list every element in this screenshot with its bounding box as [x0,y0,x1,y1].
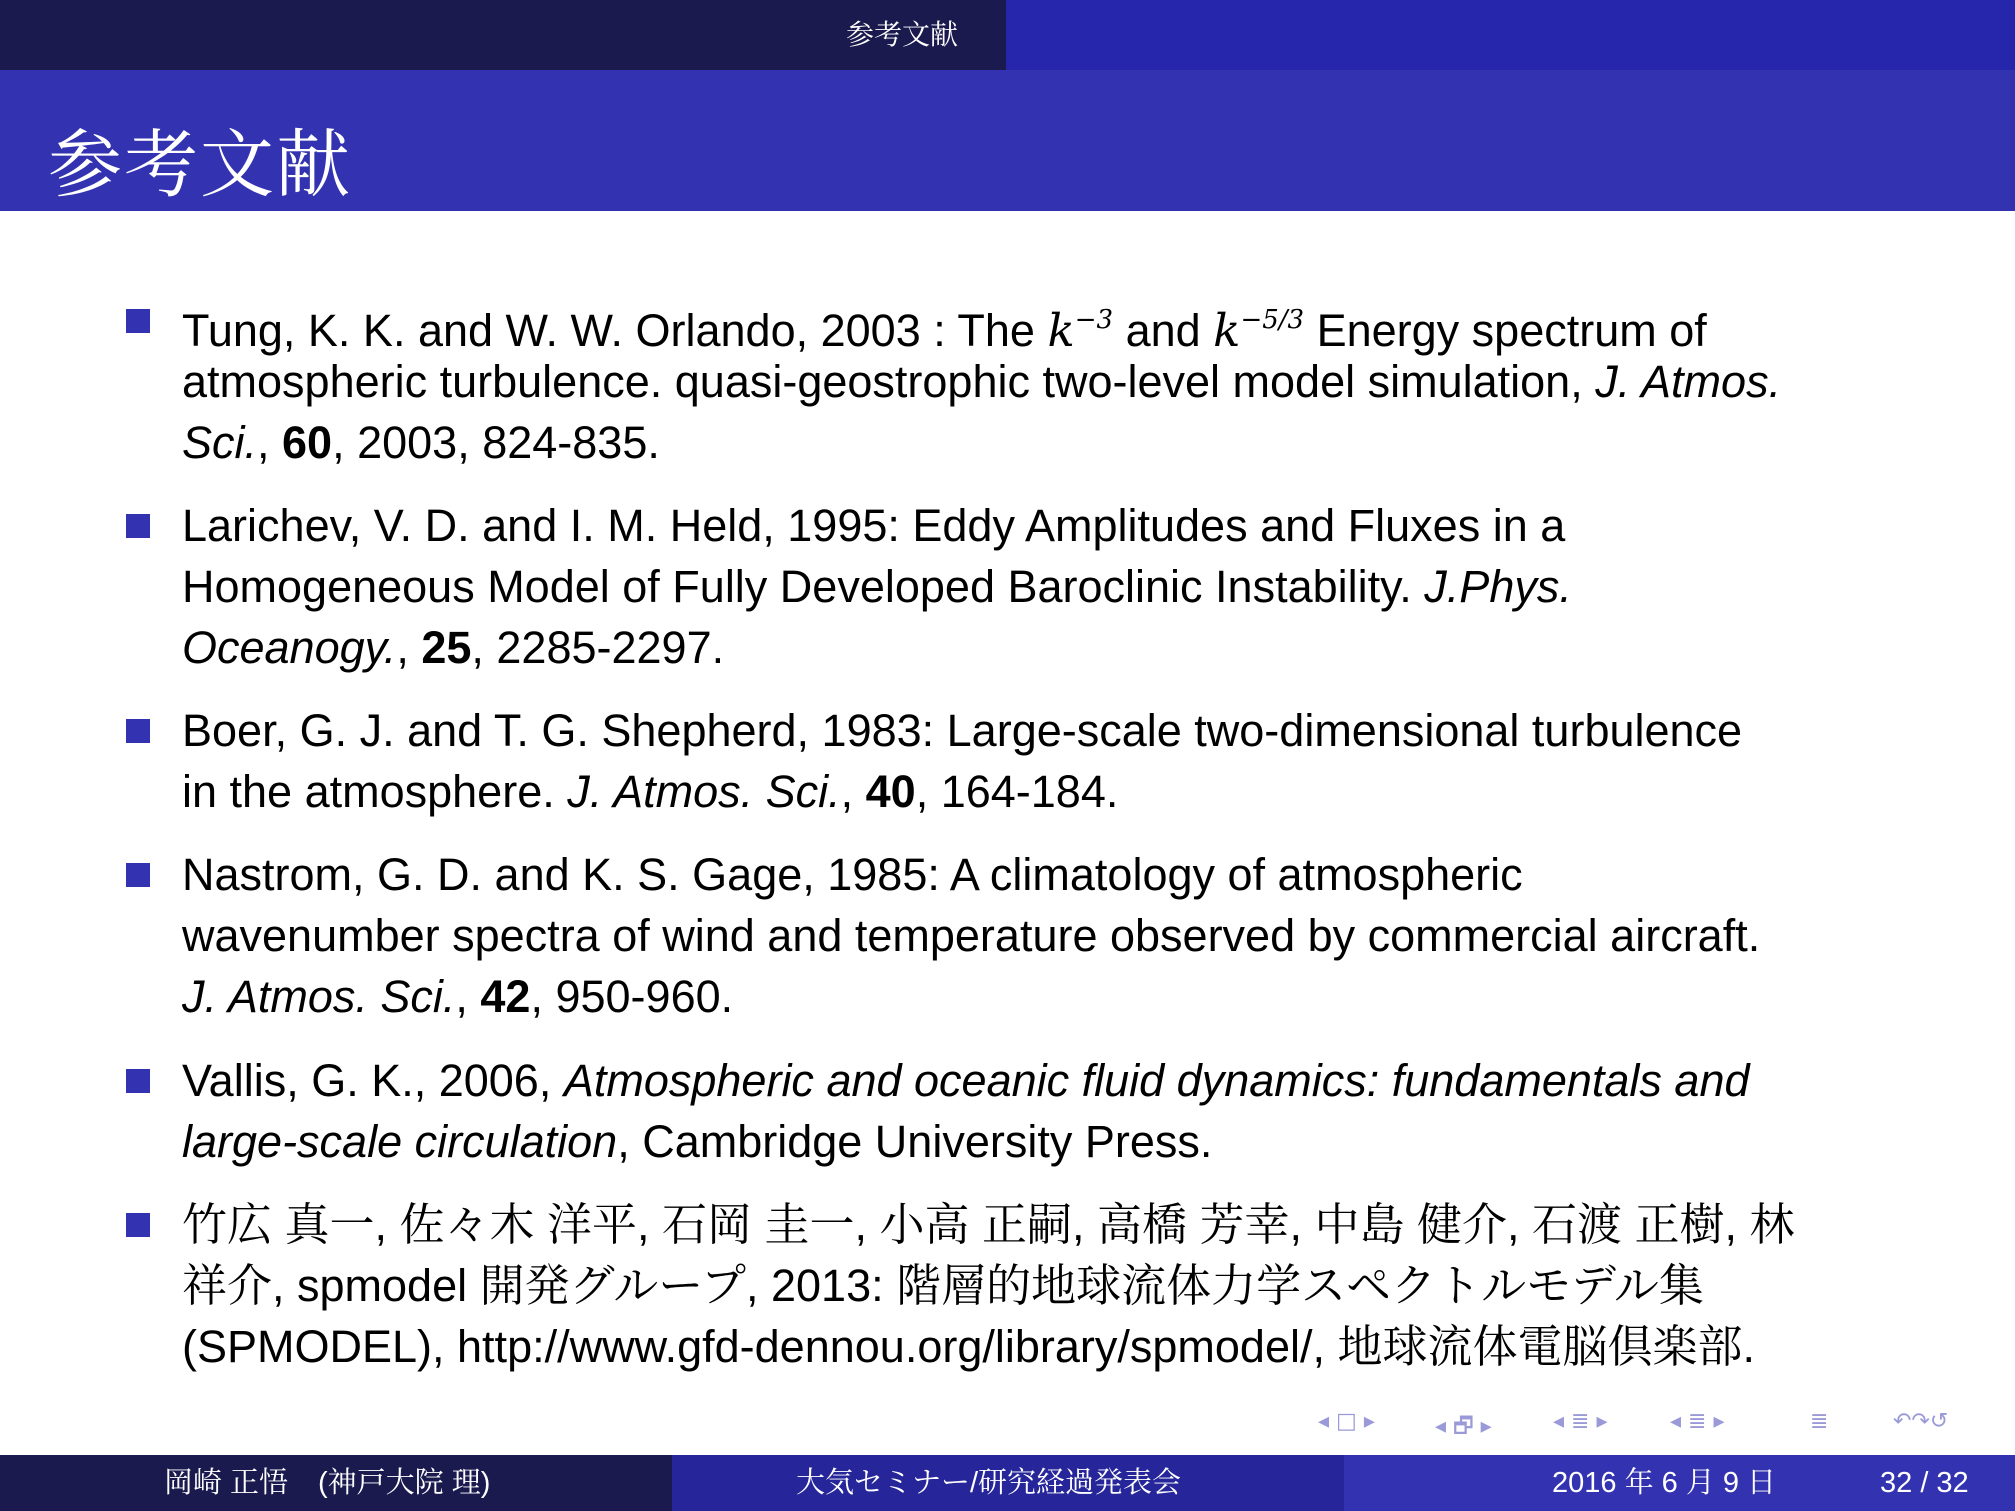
journal-title: Atmospheric and oceanic fluid dynamics: fundamentals and [563,1055,1750,1106]
footer-date: 2016 年 6 月 9 日 [1552,1467,1777,1499]
math-expression: $k^{-3}$ [1047,304,1114,357]
footer-date-section [1344,1455,2015,1511]
frame-title-bar [0,70,2015,211]
journal-title: J. Atmos. Sci. [567,766,841,817]
bullet-square-icon [126,1213,150,1237]
footer-author-section [0,1455,672,1511]
journal-title: J.Phys. [1424,561,1572,612]
nav-back-search-icon[interactable]: ↶↷↺ [1893,1409,1949,1434]
footer-author: 岡崎 正悟 [164,1467,289,1499]
reference-line: large-scale circulation, Cambridge University Press. [182,1116,1213,1167]
journal-title: Oceanogy. [182,622,397,673]
volume-number: 25 [421,622,472,673]
volume-number: 40 [865,766,916,817]
volume-number: 42 [480,971,531,1022]
bullet-square-icon [126,1069,150,1093]
footer-institute: (神戸大院 理) [318,1467,491,1499]
footer-talk-title: 大気セミナー/研究経過発表会 [796,1467,1182,1499]
reference-line: Tung, K. K. and W. W. Orlando, 2003 : The $k^{-3}$ and $k^{-5/3}$ Energy spectrum of [182,304,1707,357]
reference-line: Nastrom, G. D. and K. S. Gage, 1985: A climatology of atmospheric [182,849,1523,900]
reference-line: (SPMODEL), http://www.gfd-dennou.org/library/spmodel/, 地球流体電脳倶楽部. [182,1321,1755,1372]
reference-line: atmospheric turbulence. quasi-geostrophic two-level model simulation, J. Atmos. [182,356,1782,407]
journal-title: Sci. [182,417,258,468]
section-nav-label[interactable] [0,0,1006,70]
section-name[interactable]: 参考文献 [846,19,959,50]
reference-line: Vallis, G. K., 2006, Atmospheric and oceanic fluid dynamics: fundamentals and [182,1055,1750,1106]
journal-title: J. Atmos. Sci. [182,971,456,1022]
nav-document-icon[interactable]: ≣ [1810,1409,1829,1434]
section-nav-right [1006,0,2015,70]
bullet-square-icon [126,863,150,887]
reference-line: Larichev, V. D. and I. M. Held, 1995: Eddy Amplitudes and Fluxes in a [182,500,1566,551]
nav-slide-icon[interactable]: ◂ □ ▸ [1318,1409,1375,1434]
reference-line: Oceanogy., 25, 2285-2297. [182,622,725,673]
reference-line: Boer, G. J. and T. G. Shepherd, 1983: Large-scale two-dimensional turbulence [182,705,1743,756]
reference-line: in the atmosphere. J. Atmos. Sci., 40, 164-184. [182,766,1119,817]
volume-number: 60 [282,417,333,468]
bullet-square-icon [126,514,150,538]
bullet-square-icon [126,719,150,743]
math-expression: $k^{-5/3}$ [1213,304,1305,357]
reference-line: J. Atmos. Sci., 42, 950-960. [182,971,734,1022]
bullet-square-icon [126,309,150,333]
reference-line: 祥介, spmodel 開発グループ, 2013: 階層的地球流体力学スペクトルモデル集 [182,1260,1704,1311]
footer-title-section [672,1455,1344,1511]
nav-frame-icon[interactable]: ◂ 🗗 ▸ [1435,1414,1492,1439]
header-nav-bar [0,0,2015,70]
reference-line: Homogeneous Model of Fully Developed Baroclinic Instability. J.Phys. [182,561,1572,612]
nav-subsection-icon[interactable]: ◂ ≣ ▸ [1553,1409,1608,1434]
frame-title: 参考文献 [48,122,352,208]
reference-line: Sci., 60, 2003, 824-835. [182,417,660,468]
footer-page-number: 32 / 32 [1880,1467,1969,1499]
journal-title: large-scale circulation [182,1116,618,1167]
footer-bar [0,1455,2015,1511]
reference-line: wavenumber spectra of wind and temperature observed by commercial aircraft. [182,910,1761,961]
journal-title: J. Atmos. [1595,356,1782,407]
nav-section-icon[interactable]: ◂ ≣ ▸ [1670,1409,1725,1434]
reference-line: 竹広 真一, 佐々木 洋平, 石岡 圭一, 小高 正嗣, 高橋 芳幸, 中島 健介, 石渡 正樹, 林 [182,1199,1795,1250]
